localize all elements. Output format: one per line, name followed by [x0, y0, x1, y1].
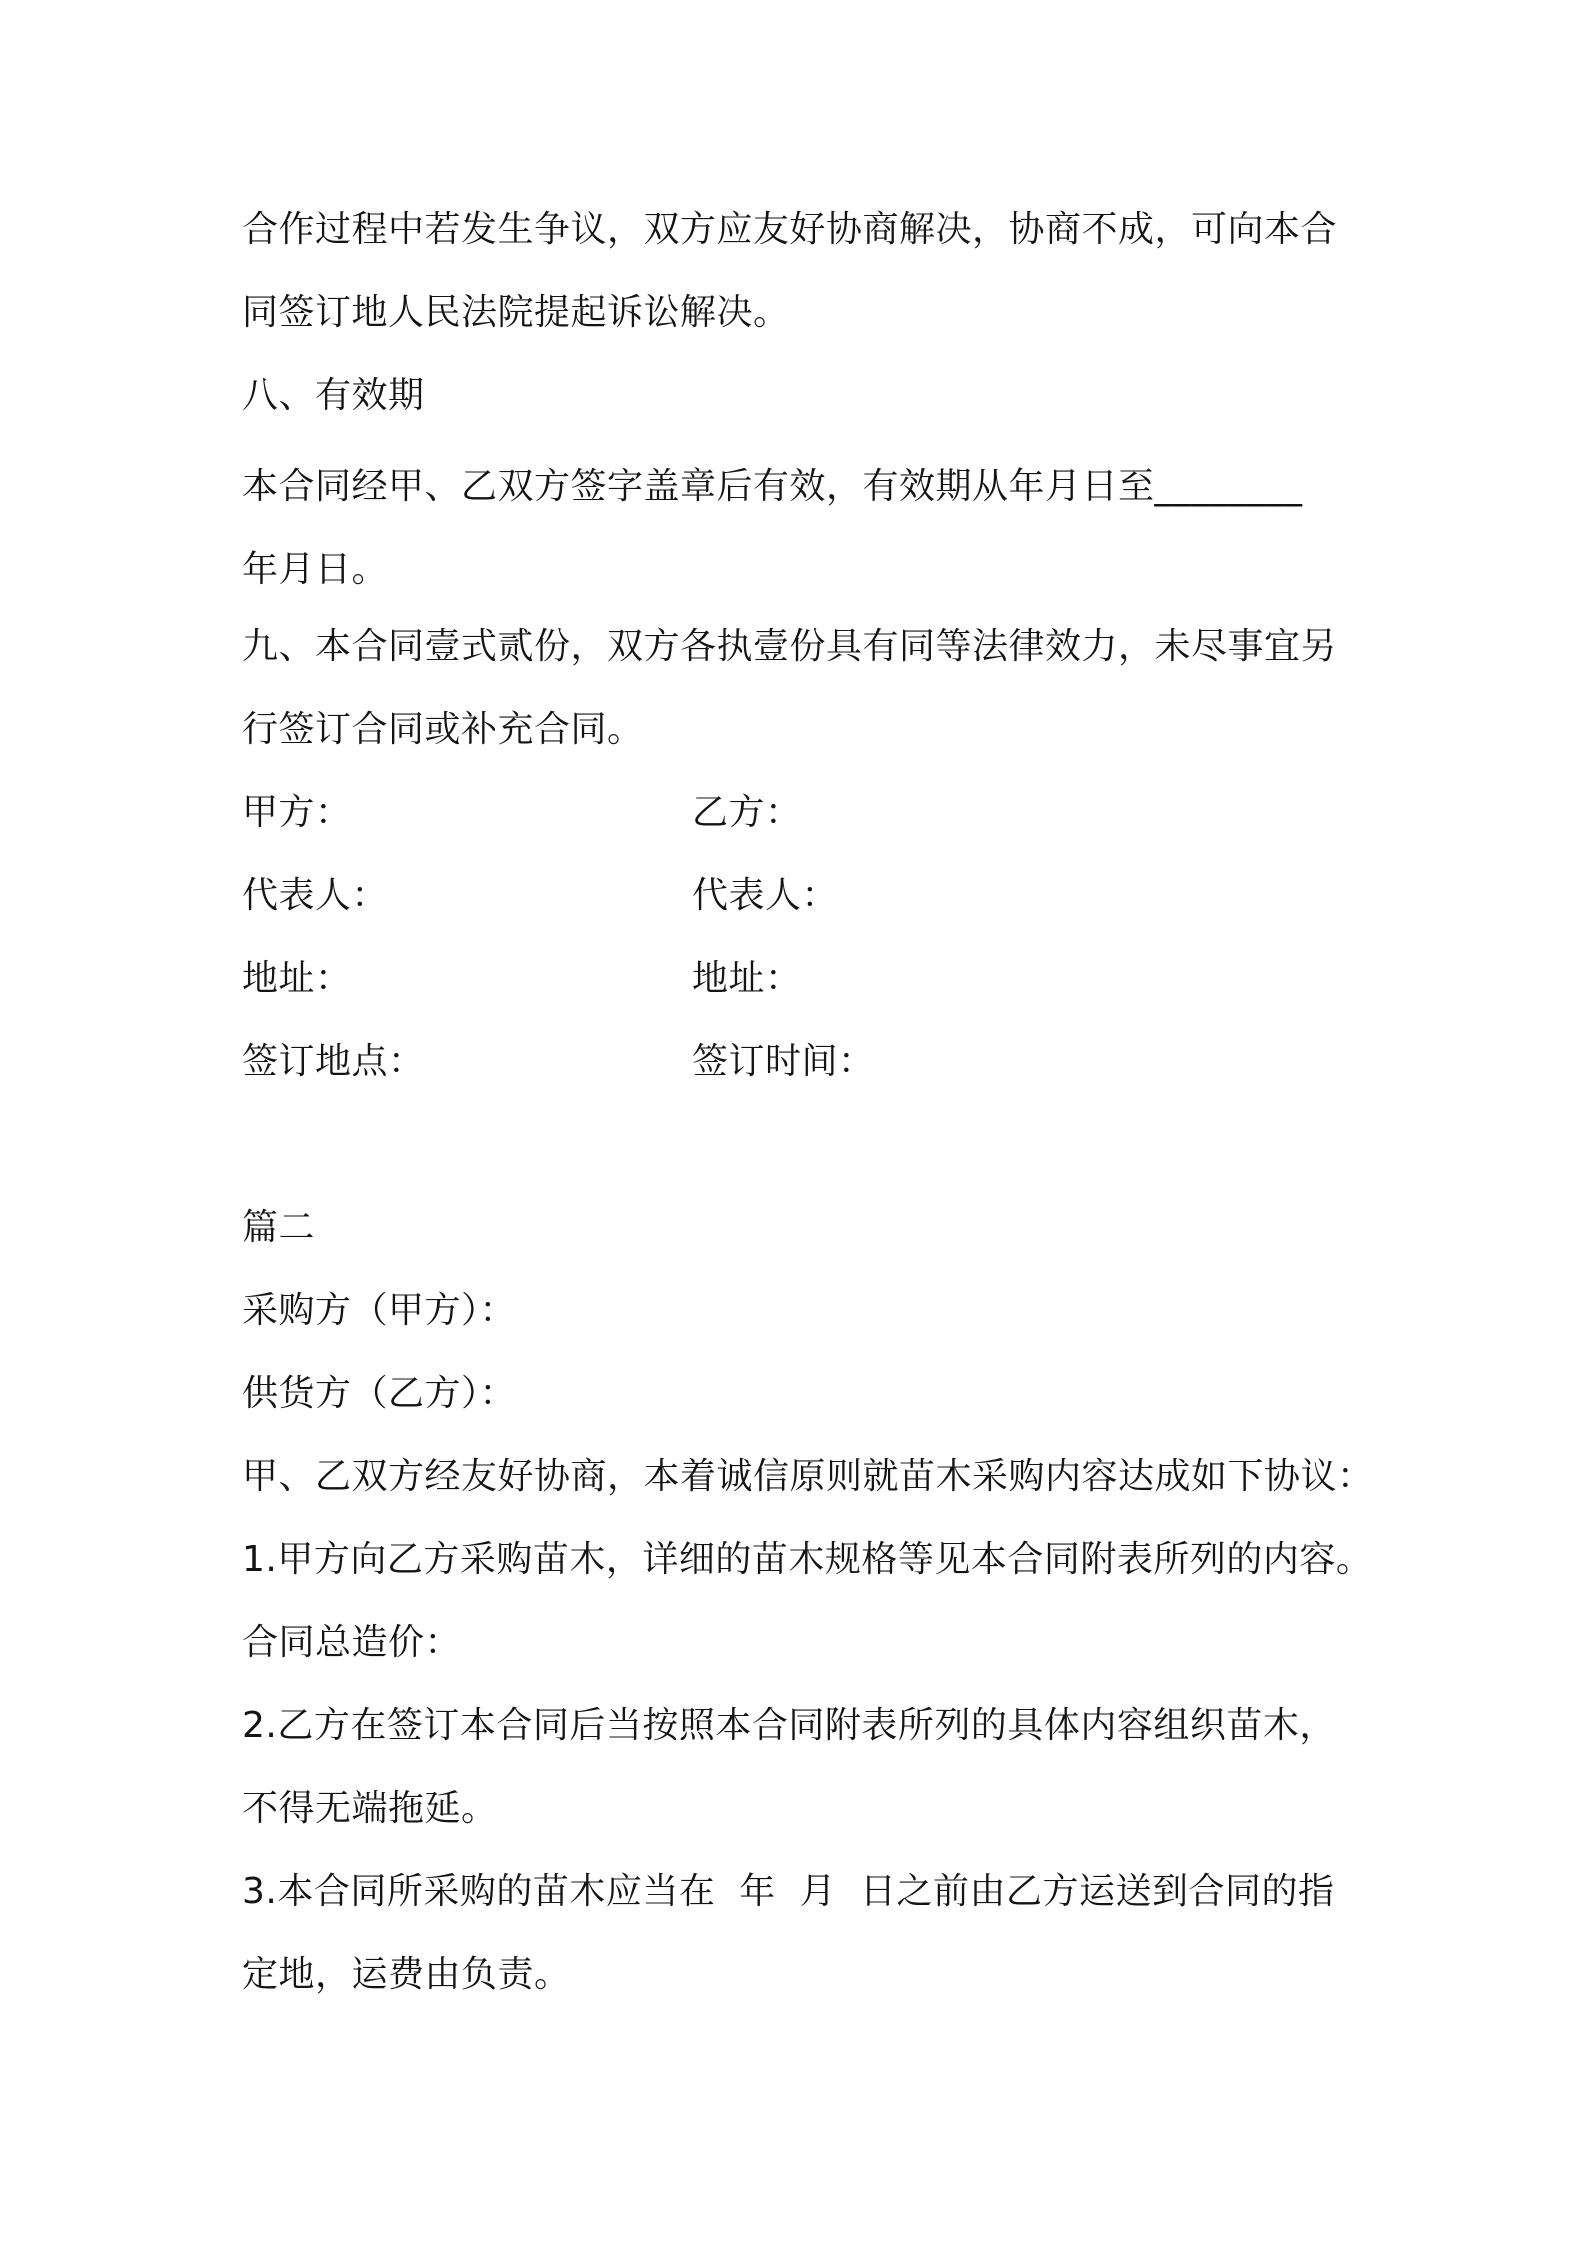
address-a-label: 地址： — [242, 958, 352, 999]
item-2-line-1: 2.乙方在签订本合同后当按照本合同附表所列的具体内容组织苗木， — [242, 1705, 1336, 1746]
validity-clause-line-1: 本合同经甲、乙双方签字盖章后有效，有效期从年月日至________ — [242, 466, 1303, 507]
item-3-line-1: 3.本合同所采购的苗木应当在 年 月 日之前由乙方运送到合同的指 — [242, 1871, 1335, 1912]
party-a-label: 甲方： — [242, 792, 352, 833]
representative-a-label: 代表人： — [242, 875, 389, 916]
dispute-clause-line-1: 合作过程中若发生争议，双方应友好协商解决，协商不成，可向本合 — [242, 209, 1338, 250]
section-9-line-1: 九、本合同壹式贰份，双方各执壹份具有同等法律效力，未尽事宜另 — [242, 626, 1338, 667]
party-b-label: 乙方： — [692, 792, 802, 833]
agreement-intro: 甲、乙双方经友好协商，本着诚信原则就苗木采购内容达成如下协议： — [242, 1456, 1374, 1497]
dispute-clause-line-2: 同签订地人民法院提起诉讼解决。 — [242, 292, 790, 333]
section-8-heading: 八、有效期 — [242, 375, 425, 416]
item-2-line-2: 不得无端拖延。 — [242, 1788, 498, 1829]
item-1: 1.甲方向乙方采购苗木，详细的苗木规格等见本合同附表所列的内容。 — [242, 1539, 1373, 1580]
supplier-label: 供货方（乙方）： — [242, 1373, 517, 1414]
signing-place-label: 签订地点： — [242, 1041, 425, 1082]
signing-time-label: 签订时间： — [692, 1041, 875, 1082]
part-2-heading: 篇二 — [242, 1207, 316, 1248]
section-9-line-2: 行签订合同或补充合同。 — [242, 709, 644, 750]
item-3-line-2: 定地，运费由负责。 — [242, 1954, 571, 1995]
validity-clause-line-2: 年月日。 — [242, 549, 389, 590]
address-b-label: 地址： — [692, 958, 802, 999]
total-price-label: 合同总造价： — [242, 1622, 462, 1663]
representative-b-label: 代表人： — [692, 875, 839, 916]
buyer-label: 采购方（甲方）： — [242, 1290, 517, 1331]
